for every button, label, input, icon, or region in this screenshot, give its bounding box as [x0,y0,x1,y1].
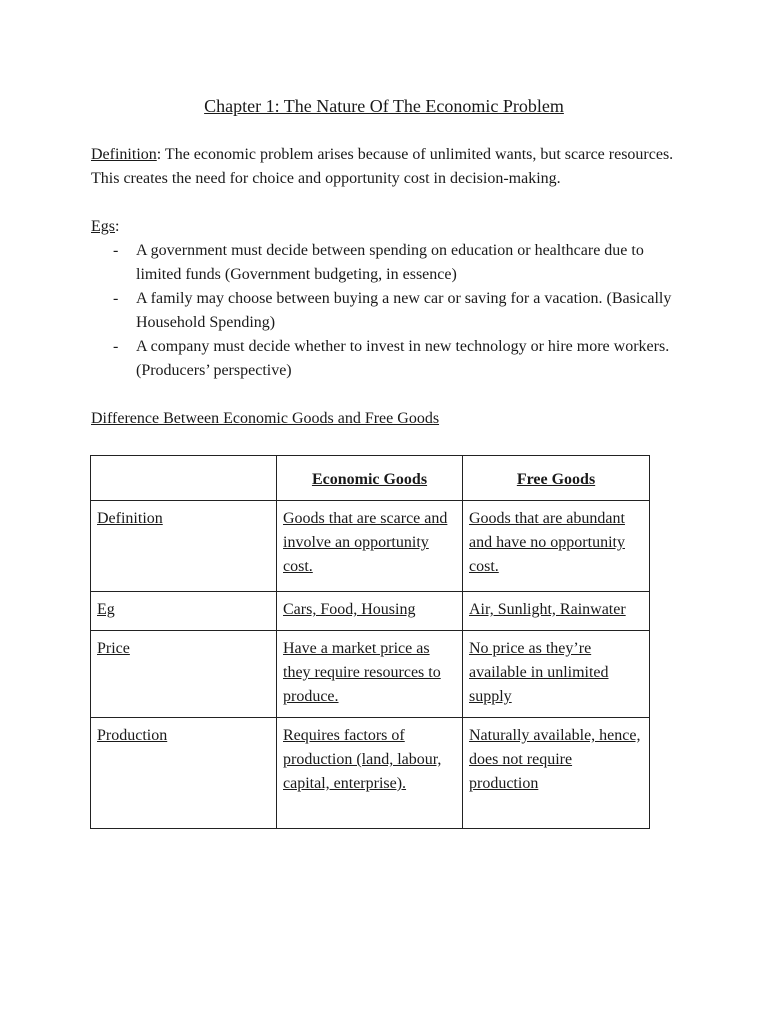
table-header-row [91,456,650,501]
table-cell: Naturally available, hence, does not require production [463,718,650,829]
table-row [91,501,650,592]
goods-comparison-table [90,455,650,829]
list-item-text: A company must decide whether to invest in new technology or hire more workers. (Producers’ perspective) [136,338,670,379]
list-item [91,239,691,287]
table-cell: Have a market price as they require resources to produce. [277,631,463,718]
list-item-text: A family may choose between buying a new car or saving for a vacation. (Basically Household Spending) [136,290,672,331]
table-cell: Requires factors of production (land, labour, capital, enterprise). [277,718,463,829]
bullet-dash: - [113,242,119,259]
examples-suffix: : [115,218,120,235]
table-cell: Air, Sunlight, Rainwater [463,592,650,631]
table-row [91,631,650,718]
table-cell: Production [91,718,277,829]
definition-paragraph [91,143,691,191]
definition-label: Definition [91,146,157,163]
table-cell: Goods that are scarce and involve an opportunity cost. [277,501,463,592]
examples-heading [91,215,691,239]
table-row [91,718,650,829]
table-cell: Cars, Food, Housing [277,592,463,631]
table-header-cell: Economic Goods [277,456,463,501]
table-cell: No price as they’re available in unlimited supply [463,631,650,718]
examples-label: Egs [91,218,115,235]
table-cell: Price [91,631,277,718]
table-header-cell [91,456,277,501]
table-cell: Eg [91,592,277,631]
table-cell: Goods that are abundant and have no opportunity cost. [463,501,650,592]
page-title: Chapter 1: The Nature Of The Economic Problem [204,96,564,116]
bullet-dash: - [113,338,119,355]
bullet-dash: - [113,290,119,307]
table-cell: Definition [91,501,277,592]
list-item [91,335,691,383]
table-header-cell: Free Goods [463,456,650,501]
table-row [91,592,650,631]
definition-text: : The economic problem arises because of unlimited wants, but scarce resources. This creates the need for choice and opportunity cost in decision-making. [91,146,674,187]
section-heading: Difference Between Economic Goods and Free Goods [91,410,440,427]
list-item-text: A government must decide between spending on education or healthcare due to limited funds (Government budgeting, in essence) [136,242,644,283]
list-item [91,287,691,335]
examples-list [91,239,691,383]
